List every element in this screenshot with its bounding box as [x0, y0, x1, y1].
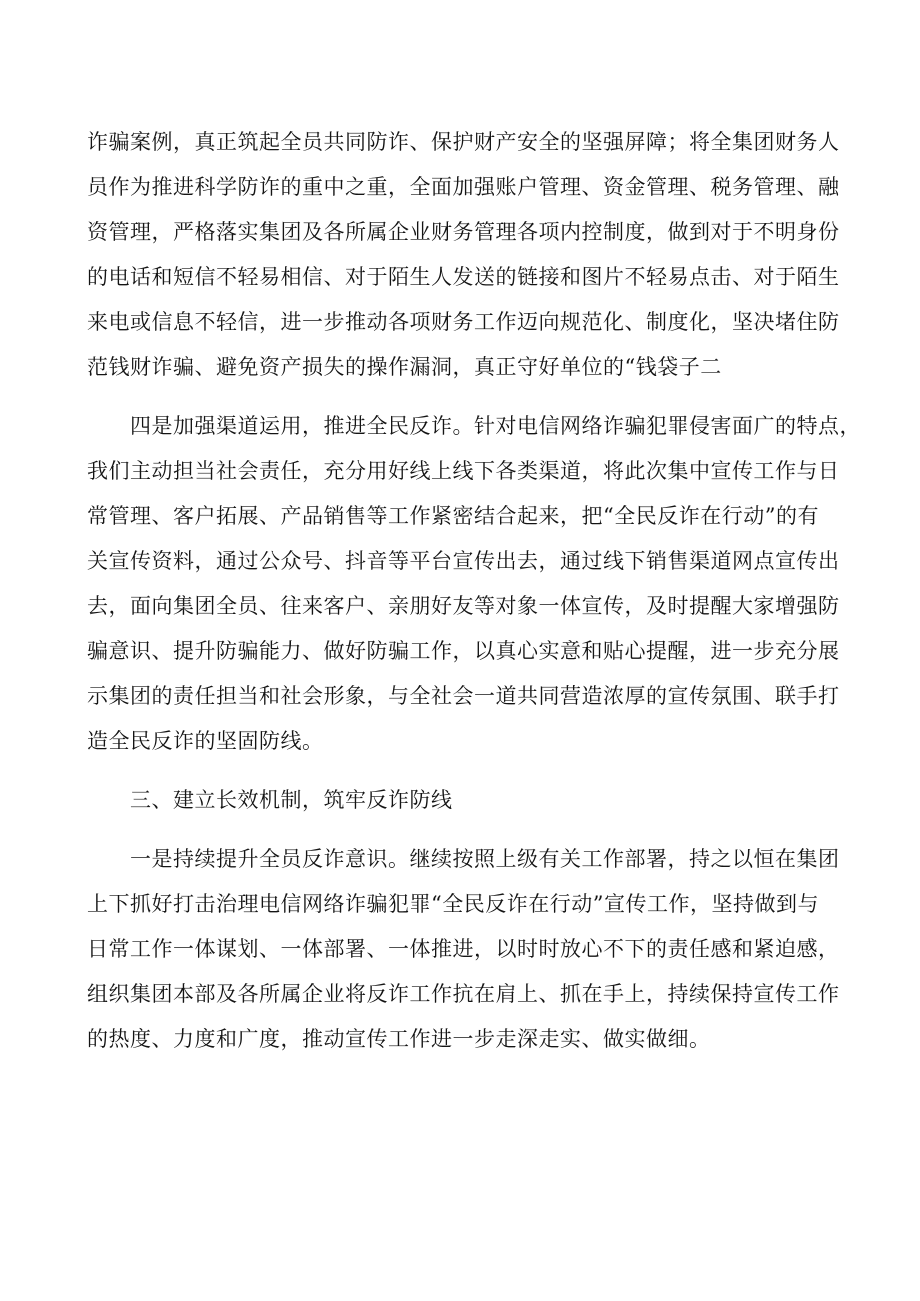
text-line: 我们主动担当社会责任，充分用好线上线下各类渠道，将此次集中宣传工作与日	[87, 459, 840, 483]
text-line: 诈骗案例，真正筑起全员共同防诈、保护财产安全的坚强屏障；将全集团财务人	[87, 130, 840, 154]
text-line: 骗意识、提升防骗能力、做好防骗工作，以真心实意和贴心提醒，进一步充分展	[87, 639, 840, 663]
text-line: 造全民反诈的坚固防线。	[87, 729, 324, 753]
text-line: 来电或信息不轻信，进一步推动各项财务工作迈向规范化、制度化，坚决堵住防	[87, 310, 840, 334]
paragraph-gap	[87, 828, 847, 842]
text-line: 常管理、客户拓展、产品销售等工作紧密结合起来，把“全民反诈在行动”的有	[87, 504, 819, 528]
text-line: 示集团的责任担当和社会形象，与全社会一道共同营造浓厚的宣传氛围、联手打	[87, 684, 840, 708]
text-line: 组织集团本部及各所属企业将反诈工作抗在肩上、抓在手上，持续保持宣传工作	[87, 982, 840, 1006]
text-line: 日常工作一体谋划、一体部署、一体推进，以时时放心不下的责任感和紧迫感，	[87, 937, 840, 961]
paragraph-gap	[87, 395, 847, 409]
section-heading: 三、建立长效机制，筑牢反诈防线	[87, 788, 453, 812]
paragraph-gap	[87, 769, 847, 783]
text-line: 一是持续提升全员反诈意识。继续按照上级有关工作部署，持之以恒在集团	[87, 847, 840, 871]
text-line: 范钱财诈骗、避免资产损失的操作漏洞，真正守好单位的“钱袋子二	[87, 355, 722, 379]
text-line: 的热度、力度和广度，推动宣传工作进一步走深走实、做实做细。	[87, 1027, 711, 1051]
document-body	[87, 125, 861, 1067]
text-line: 员作为推进科学防诈的重中之重，全面加强账户管理、资金管理、税务管理、融	[87, 175, 840, 199]
text-line: 的电话和短信不轻易相信、对于陌生人发送的链接和图片不轻易点击、对于陌生	[87, 265, 840, 289]
text-line: 四是加强渠道运用，推进全民反诈。针对电信网络诈骗犯罪侵害面广的特点，	[87, 414, 861, 438]
text-line: 资管理，严格落实集团及各所属企业财务管理各项内控制度，做到对于不明身份	[87, 220, 840, 244]
text-line: 上下抓好打击治理电信网络诈骗犯罪“全民反诈在行动”宣传工作，坚持做到与	[87, 892, 819, 916]
text-line: 关宣传资料，通过公众号、抖音等平台宣传出去，通过线下销售渠道网点宣传出	[87, 549, 840, 573]
text-line: 去，面向集团全员、往来客户、亲朋好友等对象一体宣传，及时提醒大家增强防	[87, 594, 840, 618]
